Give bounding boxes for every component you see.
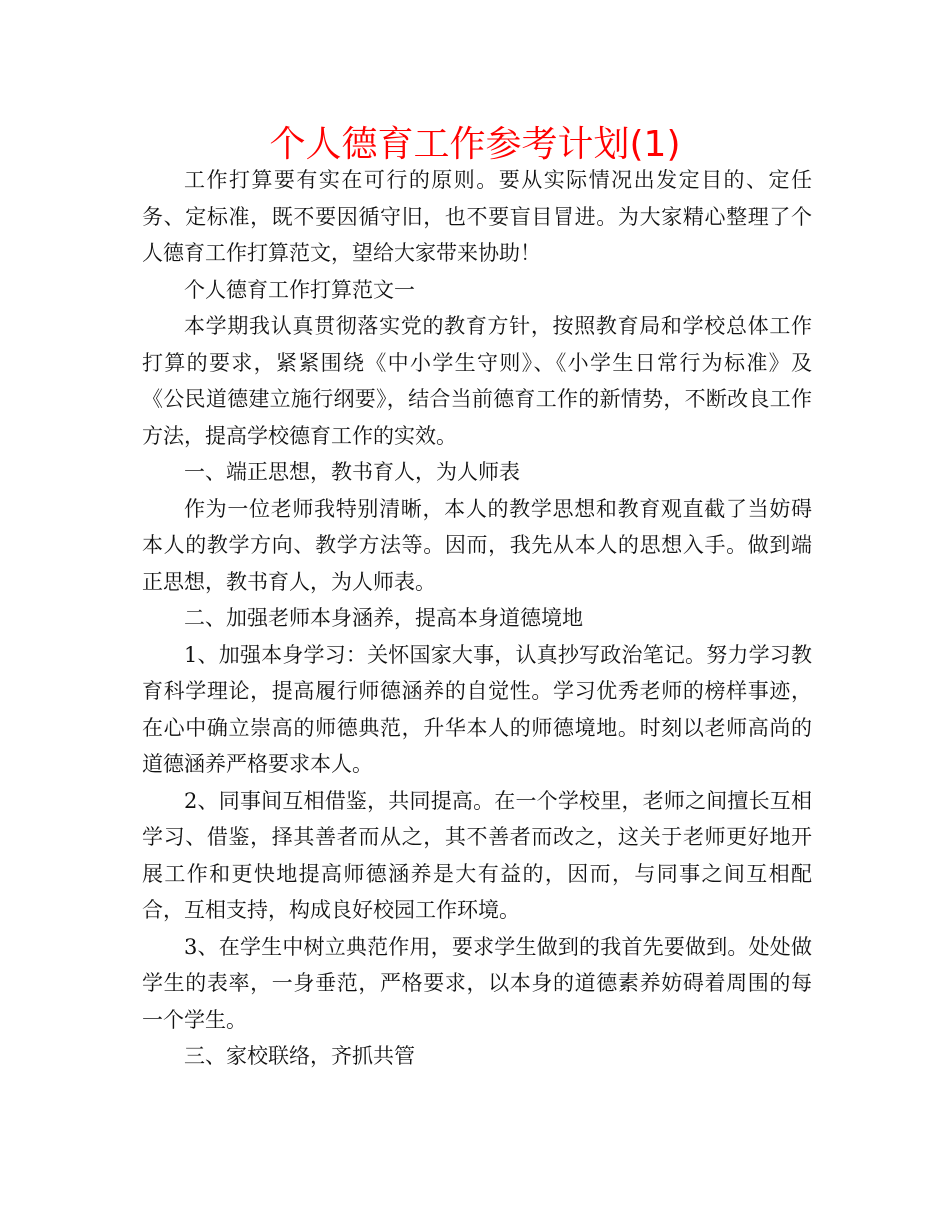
paragraph-section-1: 作为一位老师我特别清晰，本人的教学思想和教育观直截了当妨碍本人的教学方向、教学方法等。因而，我先从本人的思想入手。做到端正思想，教书育人，为人师表。	[142, 496, 812, 594]
paragraph-item-3: 3、在学生中树立典范作用，要求学生做到的我首先要做到。处处做学生的表率，一身垂范，严格要求，以本身的道德素养妨碍着周围的每一个学生。	[142, 934, 812, 1032]
section-heading-sample-one: 个人德育工作打算范文一	[184, 277, 415, 302]
paragraph-overview: 本学期我认真贯彻落实党的教育方针，按照教育局和学校总体工作打算的要求，紧紧围绕《中小学生守则》、《小学生日常行为标准》及《公民道德建立施行纲要》，结合当前德育工作的新情势，不断改良工作方法，提高学校德育工作的实效。	[142, 314, 812, 448]
paragraph-item-1: 1、加强本身学习：关怀国家大事，认真抄写政治笔记。努力学习教育科学理论，提高履行师德涵养的自觉性。学习优秀老师的榜样事迹，在心中确立崇高的师德典范，升华本人的师德境地。时刻以老师高尚的道德涵养严格要求本人。	[142, 642, 812, 776]
document-title: 个人德育工作参考计划(1)	[269, 124, 681, 165]
paragraph-item-2: 2、同事间互相借鉴，共同提高。在一个学校里，老师之间擅长互相学习、借鉴，择其善者而从之，其不善者而改之，这关于老师更好地开展工作和更快地提高师德涵养是大有益的，因而，与同事之间互相配合，互相支持，构成良好校园工作环境。	[142, 788, 812, 922]
paragraph-intro: 工作打算要有实在可行的原则。要从实际情况出发定目的、定任务、定标准，既不要因循守旧，也不要盲目冒进。为大家精心整理了个人德育工作打算范文，望给大家带来协助！	[142, 168, 812, 265]
section-heading-1: 一、端正思想，教书育人，为人师表	[184, 460, 520, 484]
section-heading-2: 二、加强老师本身涵养，提高本身道德境地	[184, 606, 583, 630]
document-body	[142, 162, 812, 1075]
section-heading-3: 三、家校联络，齐抓共管	[184, 1044, 415, 1068]
